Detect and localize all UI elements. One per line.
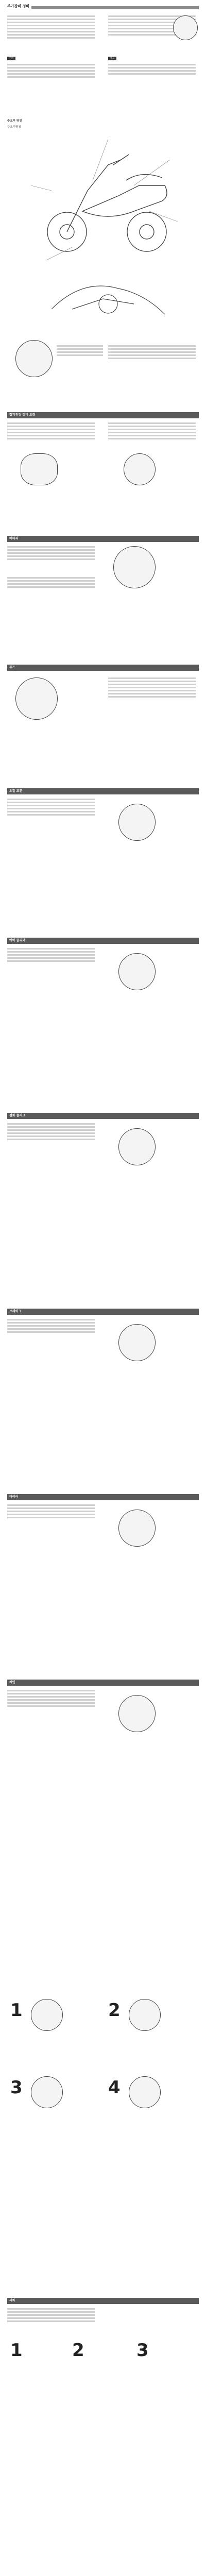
caution-text-1 [7,64,95,79]
section-7-text [7,1319,95,1334]
section-2-text-left-b [7,577,95,589]
step-number-1b: 1 [10,2340,23,2361]
header-bar [7,6,199,9]
step-2-illustration [129,1999,161,2031]
tire-illustration [118,1510,156,1547]
battery-illustration [113,546,156,588]
step-3-illustration [31,2076,63,2108]
section-6-text [7,1123,95,1142]
fuse-illustration [15,677,58,720]
brake-illustration [118,1324,156,1361]
section-1-text-left [7,422,95,441]
section-header-8: 타이어 [7,1494,199,1500]
figure-label: 주요부명칭 [7,126,21,129]
section-header-3: 퓨즈 [7,665,199,671]
section-header-9: 체인 [7,1680,199,1686]
scooter-detail-diagram [41,268,175,330]
section-5-text [7,948,95,963]
section-header-1: 정기점검 정비 요령 [7,412,199,418]
spark-plug-illustration [118,1128,156,1165]
section-header-7: 브레이크 [7,1309,199,1315]
section-1-illustration-2 [124,453,156,485]
section-4-text [7,799,95,817]
scooter-diagram [31,129,180,263]
step-number-2b: 2 [72,2340,84,2361]
section-3-text [108,677,196,699]
section-8-text [7,1504,95,1520]
ignition-text-right [108,345,196,361]
section-9-text [7,1690,95,1708]
ignition-text [57,345,103,358]
section-2-text-left [7,546,95,562]
tool-illustration [173,15,198,40]
step-1-illustration [31,1999,63,2031]
ignition-switch-illustration [15,340,53,377]
warning-note-1 [108,57,118,60]
step-4-illustration [129,2076,161,2108]
section-label: 주요부 명칭 [7,120,22,123]
section-1-illustration [21,453,58,485]
page-header [7,4,199,11]
section-10-text [7,2308,95,2324]
step-number-4: 4 [108,2077,121,2098]
warning-tag: 경고 [108,57,116,60]
caution-tag: 주의 [7,57,15,60]
section-header-2: 배터리 [7,536,199,542]
warning-text-1 [108,64,196,76]
page-title: 부가장비 정비 [7,4,31,9]
intro-text-left [7,15,95,40]
section-1-text-right [108,422,196,441]
section-header-6: 점화 플러그 [7,1113,199,1119]
air-cleaner-illustration [118,953,156,990]
oil-illustration [118,804,156,841]
step-number-1: 1 [10,2000,23,2021]
section-header-10: 세차 [7,2298,199,2304]
chain-illustration [118,1695,156,1732]
step-number-2: 2 [108,2000,121,2021]
step-number-3b: 3 [136,2340,149,2361]
section-header-4: 오일 교환 [7,788,199,794]
caution-note-1 [7,57,17,60]
step-number-3: 3 [10,2077,23,2098]
section-header-5: 에어 클리너 [7,938,199,944]
